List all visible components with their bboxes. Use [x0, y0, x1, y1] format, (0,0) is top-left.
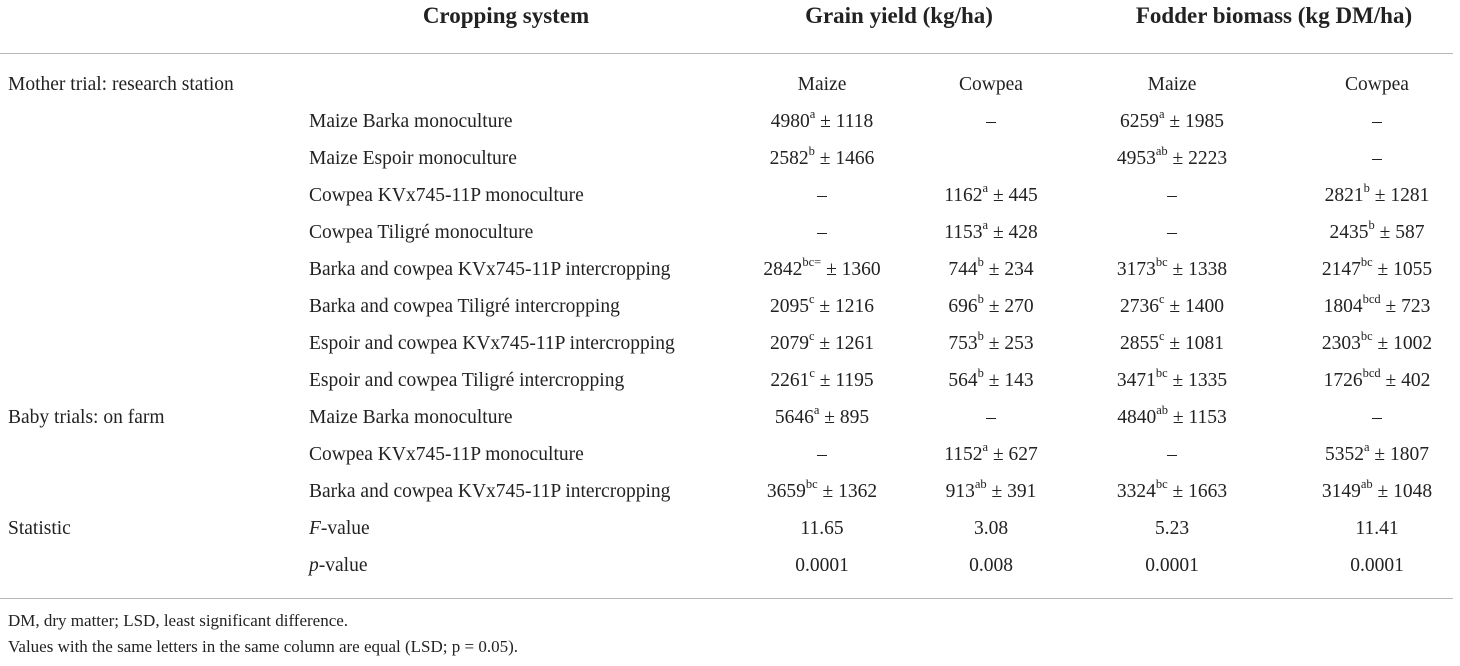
value-maize-fodder: –	[1167, 444, 1177, 465]
standard-deviation: ± 1663	[1167, 481, 1228, 502]
p-value-cowpea-fodder: 0.0001	[1350, 555, 1404, 576]
value-cowpea-grain: –	[986, 111, 996, 132]
significance-letter: b	[977, 365, 984, 380]
value-cowpea-fodder: –	[1372, 111, 1382, 132]
standard-deviation: ± 1400	[1164, 296, 1225, 317]
standard-deviation: ± 1362	[817, 481, 878, 502]
value-maize-fodder: –	[1167, 185, 1177, 206]
subheader-cowpea-fodder: Cowpea	[1345, 74, 1409, 95]
standard-deviation: ± 1216	[814, 296, 875, 317]
standard-deviation: ± 587	[1374, 222, 1425, 243]
table-row-p-value	[0, 554, 1460, 591]
significance-letter: c	[808, 291, 815, 306]
standard-deviation: ± 2223	[1167, 148, 1228, 169]
value-cowpea-grain: $1152^a \pm 627$	[944, 439, 1038, 465]
significance-letter: b	[1368, 217, 1375, 232]
value-cowpea-grain: $913^{ab} \pm 391$	[945, 476, 1037, 502]
cropping-system-label: Barka and cowpea Tiligré intercropping	[309, 296, 620, 317]
table-row	[0, 106, 1460, 147]
standard-deviation: ± 402	[1380, 370, 1431, 391]
value-cowpea-fodder: $2147^{bc} \pm 1055$	[1321, 254, 1433, 280]
significance-letter: ab	[974, 476, 987, 491]
table-row	[0, 439, 1460, 480]
significance-letter: b	[977, 254, 984, 269]
standard-deviation: ± 1338	[1167, 259, 1228, 280]
standard-deviation: ± 1081	[1164, 333, 1225, 354]
header-grain-yield: Grain yield (kg/ha)	[805, 3, 993, 28]
significance-letter: a	[982, 180, 989, 195]
standard-deviation: ± 253	[983, 333, 1034, 354]
standard-deviation: ± 1985	[1164, 111, 1225, 132]
standard-deviation: ± 1118	[815, 111, 874, 132]
f-value-maize-fodder: 5.23	[1154, 518, 1190, 539]
cropping-system-label: Cowpea KVx745-11P monoculture	[309, 185, 584, 206]
footnote-abbreviations: DM, dry matter; LSD, least significant difference.	[8, 611, 349, 630]
significance-letter: bc	[1155, 254, 1168, 269]
significance-letter: a	[982, 439, 989, 454]
significance-letter: a	[1363, 439, 1370, 454]
value-maize-fodder: $3471^{bc} \pm 1335$	[1116, 365, 1228, 391]
value-cowpea-grain: $696^b \pm 270$	[948, 291, 1034, 317]
standard-deviation: ± 1055	[1372, 259, 1433, 280]
significance-letter: bcd	[1362, 365, 1381, 380]
value-cowpea-fodder: –	[1372, 148, 1382, 169]
standard-deviation: ± 1048	[1372, 481, 1433, 502]
table-row	[0, 291, 1460, 332]
value-cowpea-fodder: $2821^b \pm 1281$	[1324, 180, 1430, 206]
p-value-label: p-value	[309, 555, 368, 576]
value-cowpea-fodder: $1726^{bcd} \pm 402$	[1323, 365, 1431, 391]
f-value-cowpea-fodder: 11.41	[1355, 518, 1399, 539]
value-cowpea-fodder: $3149^{ab} \pm 1048$	[1321, 476, 1433, 502]
value-maize-fodder: $3173^{bc} \pm 1338$	[1116, 254, 1228, 280]
value-maize-grain: $4980^a \pm 1118$	[770, 106, 874, 132]
value-maize-grain: –	[817, 185, 827, 206]
table-row	[0, 402, 1460, 443]
value-cowpea-grain: $744^b \pm 234$	[948, 254, 1034, 280]
value-cowpea-grain: $564^b \pm 143$	[948, 365, 1034, 391]
standard-deviation: ± 428	[988, 222, 1038, 243]
significance-letter: c	[1158, 291, 1165, 306]
standard-deviation: ± 1335	[1167, 370, 1228, 391]
standard-deviation: ± 143	[983, 370, 1034, 391]
group-label-mother-trial: Mother trial: research station	[8, 74, 234, 95]
significance-letter: bc=	[802, 254, 822, 269]
value-maize-grain: $2079^c \pm 1261$	[769, 328, 875, 354]
value-maize-fodder: $2855^c \pm 1081$	[1119, 328, 1225, 354]
p-value-cowpea-grain: 0.008	[969, 555, 1013, 576]
cropping-system-label: Espoir and cowpea Tiligré intercropping	[309, 370, 625, 391]
standard-deviation: ± 1281	[1369, 185, 1430, 206]
significance-letter: c	[808, 328, 815, 343]
significance-letter: bcd	[1362, 291, 1381, 306]
group-label-statistic: Statistic	[8, 518, 71, 539]
value-cowpea-grain: $1153^a \pm 428$	[944, 217, 1038, 243]
standard-deviation: ± 1153	[1168, 407, 1227, 428]
table-row	[0, 328, 1460, 369]
footnote-significance: Values with the same letters in the same column are equal (LSD; p = 0.05).	[8, 637, 519, 656]
significance-letter: bc	[805, 476, 818, 491]
significance-letter: bc	[1155, 365, 1168, 380]
p-value-maize-grain: 0.0001	[795, 555, 849, 576]
standard-deviation: ± 1261	[814, 333, 875, 354]
value-maize-fodder: $4840^{ab} \pm 1153$	[1117, 402, 1227, 428]
f-value-label: F-value	[309, 518, 370, 539]
value-maize-fodder: $3324^{bc} \pm 1663$	[1116, 476, 1228, 502]
standard-deviation: ± 895	[819, 407, 870, 428]
value-cowpea-grain: $753^b \pm 253$	[948, 328, 1034, 354]
standard-deviation: ± 723	[1380, 296, 1431, 317]
standard-deviation: ± 1807	[1369, 444, 1430, 465]
cropping-system-label: Barka and cowpea KVx745-11P intercropping	[309, 481, 671, 502]
value-cowpea-fodder: $2435^b \pm 587$	[1329, 217, 1425, 243]
cropping-system-label: Barka and cowpea KVx745-11P intercropping	[309, 259, 671, 280]
significance-letter: a	[813, 402, 820, 417]
value-maize-grain: $2261^c \pm 1195$	[770, 365, 874, 391]
significance-letter: b	[808, 143, 815, 158]
group-label: Baby trials: on farm	[8, 407, 165, 428]
standard-deviation: ± 391	[986, 481, 1037, 502]
value-maize-fodder: $2736^c \pm 1400$	[1119, 291, 1225, 317]
standard-deviation: ± 627	[988, 444, 1038, 465]
footer-divider	[0, 598, 1453, 599]
significance-letter: ab	[1360, 476, 1373, 491]
significance-letter: b	[977, 328, 984, 343]
table-row-f-value	[0, 517, 1460, 554]
significance-letter: bc	[1360, 254, 1373, 269]
value-cowpea-fodder: $5352^a \pm 1807$	[1324, 439, 1430, 465]
value-cowpea-grain: –	[986, 407, 996, 428]
value-cowpea-fodder: $1804^{bcd} \pm 723$	[1323, 291, 1431, 317]
table-row	[0, 180, 1460, 221]
subheader-row	[0, 73, 1460, 110]
significance-letter: bc	[1360, 328, 1373, 343]
f-value-maize-grain: 11.65	[800, 518, 844, 539]
table-row	[0, 476, 1460, 517]
significance-letter: ab	[1156, 402, 1169, 417]
significance-letter: b	[1363, 180, 1370, 195]
value-maize-grain: $3659^{bc} \pm 1362$	[766, 476, 878, 502]
value-cowpea-fodder: $2303^{bc} \pm 1002$	[1321, 328, 1433, 354]
table-row	[0, 143, 1460, 184]
value-maize-grain: $2095^c \pm 1216$	[769, 291, 875, 317]
significance-letter: a	[1158, 106, 1165, 121]
significance-letter: b	[977, 291, 984, 306]
significance-letter: bc	[1155, 476, 1168, 491]
subheader-cowpea-grain: Cowpea	[959, 74, 1023, 95]
significance-letter: c	[809, 365, 815, 380]
table-header-row	[0, 0, 1460, 40]
value-cowpea-fodder: –	[1372, 407, 1382, 428]
value-maize-fodder: –	[1167, 222, 1177, 243]
cropping-system-label: Maize Espoir monoculture	[309, 148, 517, 169]
value-maize-grain: $5646^a \pm 895$	[774, 402, 870, 428]
table-row	[0, 365, 1460, 406]
significance-letter: a	[809, 106, 816, 121]
table-row	[0, 254, 1460, 295]
value-maize-grain: $2582^b \pm 1466$	[769, 143, 875, 169]
subheader-maize-grain: Maize	[797, 74, 847, 95]
cropping-system-label: Espoir and cowpea KVx745-11P intercropping	[309, 333, 675, 354]
cropping-system-label: Maize Barka monoculture	[309, 407, 513, 428]
cropping-system-label: Cowpea Tiligré monoculture	[309, 222, 534, 243]
standard-deviation: ± 1002	[1372, 333, 1433, 354]
value-maize-fodder: $4953^{ab} \pm 2223$	[1116, 143, 1228, 169]
f-value-cowpea-grain: 3.08	[973, 518, 1009, 539]
cropping-system-label: Cowpea KVx745-11P monoculture	[309, 444, 584, 465]
value-maize-grain: $2842^{bc=} \pm 1360$	[763, 254, 881, 280]
value-cowpea-grain: $1162^a \pm 445$	[944, 180, 1038, 206]
value-maize-grain: –	[817, 222, 827, 243]
standard-deviation: ± 1466	[814, 148, 875, 169]
value-maize-fodder: $6259^a \pm 1985$	[1119, 106, 1225, 132]
header-divider	[0, 53, 1453, 54]
standard-deviation: ± 1195	[814, 370, 874, 391]
standard-deviation: ± 445	[988, 185, 1038, 206]
standard-deviation: ± 1360	[821, 259, 881, 280]
subheader-maize-fodder: Maize	[1147, 74, 1197, 95]
header-fodder-biomass: Fodder biomass (kg DM/ha)	[1135, 3, 1413, 28]
table-row	[0, 217, 1460, 258]
header-cropping-system: Cropping system	[422, 3, 590, 28]
significance-letter: a	[982, 217, 989, 232]
significance-letter: ab	[1155, 143, 1168, 158]
standard-deviation: ± 234	[983, 259, 1034, 280]
p-value-maize-fodder: 0.0001	[1145, 555, 1199, 576]
cropping-system-label: Maize Barka monoculture	[309, 111, 513, 132]
significance-letter: c	[1158, 328, 1165, 343]
value-maize-grain: –	[817, 444, 827, 465]
standard-deviation: ± 270	[983, 296, 1034, 317]
